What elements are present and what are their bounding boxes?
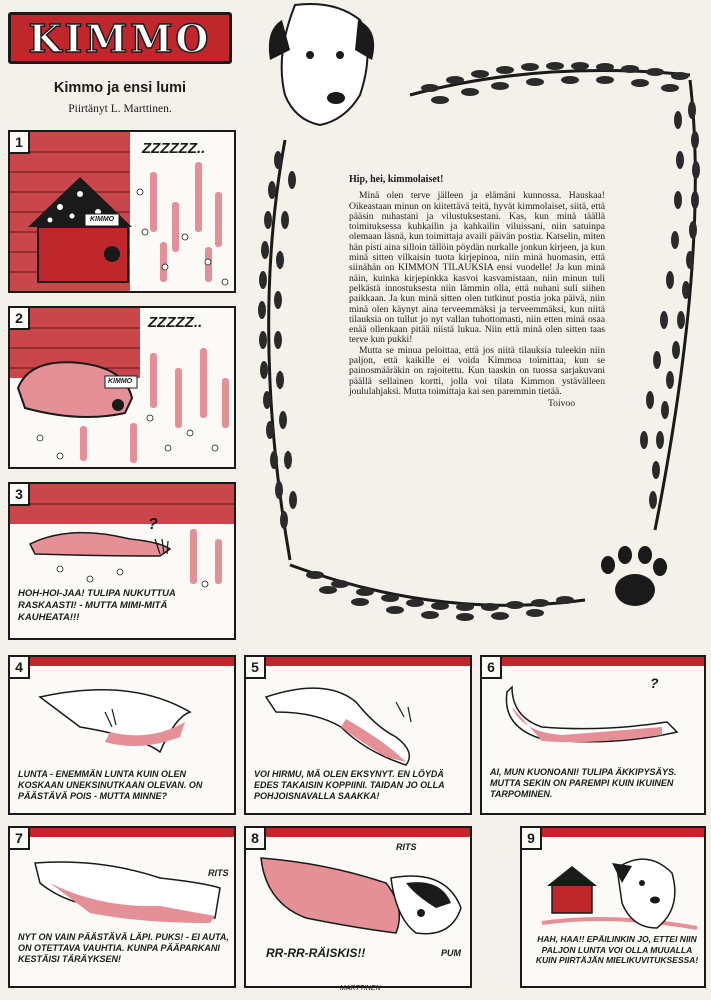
panel-number: 8 bbox=[246, 828, 266, 850]
panel-number: 1 bbox=[10, 132, 30, 154]
letter-greeting: Hip, hei, kimmolaiset! bbox=[349, 174, 444, 185]
doghouse-label: KIMMO bbox=[90, 216, 115, 223]
story-byline: Piirtänyt L. Marttinen. bbox=[68, 103, 172, 115]
comic-panel-6 bbox=[480, 655, 706, 815]
letter-signature: Toivoo bbox=[547, 398, 575, 410]
panel-number: 2 bbox=[10, 308, 30, 330]
question-mark: ? bbox=[650, 675, 659, 691]
question-mark: ? bbox=[148, 516, 158, 533]
panel-caption: NYT ON VAIN PÄÄSTÄVÄ LÄPI. PUKS! - EI AUTA, ON OTETTAVA VAUHTIA. KUNPA PÄÄPARKANI KESTÄISI TÄRÄYKSEN! bbox=[18, 932, 229, 964]
paw-print-icon bbox=[601, 546, 667, 606]
rip-sound: RITS bbox=[208, 868, 229, 878]
panel-number: 7 bbox=[10, 828, 30, 850]
masthead-title: KIMMO bbox=[28, 15, 212, 61]
snore-sound: ZZZZZ.. bbox=[148, 314, 203, 331]
dog-head-illustration bbox=[269, 4, 374, 125]
panel-caption: RR-RR-RÄISKIS!! bbox=[266, 946, 366, 960]
comic-panel-7 bbox=[8, 826, 236, 988]
panel-number: 3 bbox=[10, 484, 30, 506]
panel-caption: HOH-HOI-JAA! TULIPA NUKUTTUA RASKAASTI! - MUTTA MIMI-MITÄ KAUHEATA!!! bbox=[18, 588, 176, 623]
panel-caption: HAH, HAA!! EPÄILINKIN JO, ETTEI NIIN PALJON LUNTA VOI OLLA MUUALLA KUIN PIIRTÄJÄN MIELIKUVITUKSESSA! bbox=[535, 934, 699, 965]
masthead-logo bbox=[8, 12, 232, 64]
comic-panel-2 bbox=[8, 306, 236, 469]
story-title: Kimmo ja ensi lumi bbox=[53, 80, 187, 96]
comic-panel-9 bbox=[520, 826, 706, 988]
panel-caption: AI, MUN KUONOANI! TULIPA ÄKKIPYSÄYS. MUTTA SEKIN ON PAREMPI KUIN IKUINEN TARPOMINEN. bbox=[490, 767, 677, 799]
panel-number: 9 bbox=[522, 828, 542, 850]
letter-paragraph: Mutta se minua peloittaa, että jos niitä tilauksia tuleekin niin paljon, että kaikille ei voida Kimmoa toimittaa, kun se painosmääräkin on rajoitettu. Kun taaskin on tuossa sarjakuvani päällä sellainen kortti, jolla voi tilata Kimmon ystävälleen joululahjaksi. Mutta toimittaja kai sen paremmin tietää. bbox=[349, 344, 605, 397]
panel-number: 5 bbox=[246, 657, 266, 679]
rip-sound: RITS bbox=[396, 842, 417, 852]
comic-panel-3 bbox=[8, 482, 236, 640]
snore-sound: ZZZZZZ.. bbox=[142, 140, 206, 157]
comic-panel-4 bbox=[8, 655, 236, 815]
panel-2-art bbox=[10, 308, 236, 469]
comic-panel-8 bbox=[244, 826, 472, 988]
artist-signature: MARTTINEN bbox=[340, 985, 381, 992]
bump-sound: PUM bbox=[441, 948, 461, 958]
panel-number: 4 bbox=[10, 657, 30, 679]
doghouse-label: KIMMO bbox=[108, 378, 133, 385]
letter-paragraph: Minä olen terve jälleen ja elämäni kunnossa. Hauskaa! Oikeastaan minun on kiitettävä teitä, hyvät kimmolaiset, siitä, että pääsin nuhastani ja vilustuksestani. Kas, kun minä täällä toimituksessa kuhkailin ja kahkailin viluissani, niin satuinpa olemaan läsnä, kun toimittaja availi päivän postia. Katselin, miten hän pisti aina silloin tällöin pöydän nurkalle jonkun kirjeen, ja kun minä sitten vilkaisin tuota kirjepinoa, niin minä huomasin, että siinähän on KIMMON TILAUKSIA ensi vuodelle! Ja kun minä näin, kuinka kirjepinkka kasvoi kasvamistaan, niin minun tuli pelkästä innostuksesta niin lämmin olla, että nuhani suli siihen paikkaan. Ja kun minä sitten olen tutkinut postia joka päivä, niin minä olen käynyt aina terveemmäksi ja terveemmäksi, kun niitä tilauksia on tullut jo nyt vallan tuhottomasti, niin etten minä osaa enää ollenkaan pitää niistä lukua. Niin että minä olen sitten taas terve kun pukki! bbox=[349, 190, 605, 346]
comic-panel-5 bbox=[244, 655, 472, 815]
comic-panel-1 bbox=[8, 130, 236, 293]
panel-caption: VOI HIRMU, MÄ OLEN EKSYNYT. EN LÖYDÄ EDES TAKAISIN KOPPIINI. TAIDAN JO OLLA POHJOISNAVALLA SAAKKA! bbox=[254, 769, 445, 801]
panel-caption: LUNTA - ENEMMÄN LUNTA KUIN OLEN KOSKAAN UNEKSINUTKAAN OLEVAN. ON PÄÄSTÄVÄ POIS - MUTTA MINNE? bbox=[18, 769, 203, 801]
editorial-letter bbox=[349, 175, 605, 410]
panel-8-art bbox=[246, 828, 472, 988]
panel-number: 6 bbox=[482, 657, 502, 679]
